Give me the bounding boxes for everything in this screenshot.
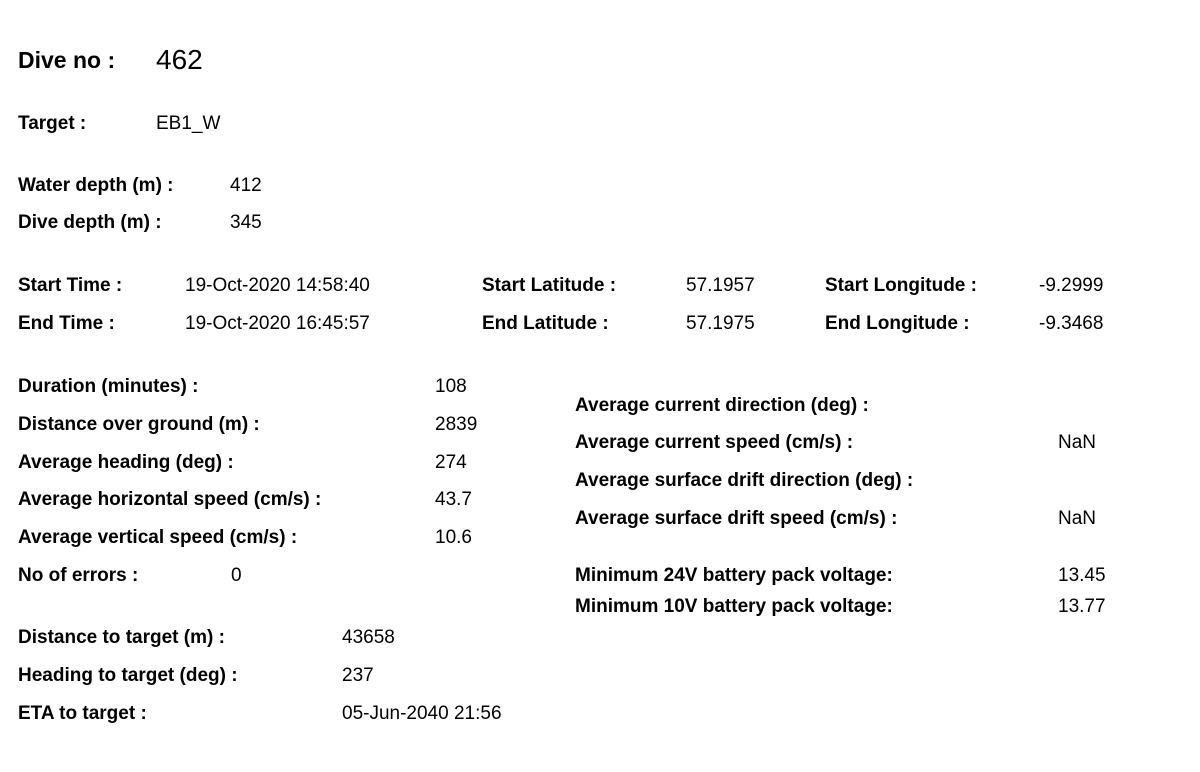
average-heading-label: Average heading (deg) :	[18, 452, 234, 473]
battery-10v-value: 13.77	[1058, 596, 1106, 617]
drift-speed-label: Average surface drift speed (cm/s) :	[575, 508, 898, 529]
errors-value: 0	[231, 565, 242, 586]
errors-label: No of errors :	[18, 565, 139, 586]
eta-to-target-label: ETA to target :	[18, 703, 147, 724]
drift-direction-label: Average surface drift direction (deg) :	[575, 470, 914, 491]
start-latitude-value: 57.1957	[686, 275, 755, 296]
distance-to-target-value: 43658	[342, 627, 395, 648]
start-time-label: Start Time :	[18, 275, 123, 296]
dive-depth-value: 345	[230, 212, 262, 233]
end-time-label: End Time :	[18, 313, 115, 334]
eta-to-target-value: 05-Jun-2040 21:56	[342, 703, 502, 724]
battery-24v-value: 13.45	[1058, 565, 1106, 586]
distance-over-ground-label: Distance over ground (m) :	[18, 414, 260, 435]
current-direction-label: Average current direction (deg) :	[575, 395, 869, 416]
average-horizontal-speed-value: 43.7	[435, 489, 472, 510]
heading-to-target-value: 237	[342, 665, 374, 686]
end-longitude-label: End Longitude :	[825, 313, 970, 334]
average-horizontal-speed-label: Average horizontal speed (cm/s) :	[18, 489, 322, 510]
start-time-value: 19-Oct-2020 14:58:40	[185, 275, 370, 296]
target-label: Target :	[18, 113, 87, 134]
start-longitude-label: Start Longitude :	[825, 275, 977, 296]
duration-value: 108	[435, 376, 467, 397]
average-heading-value: 274	[435, 452, 467, 473]
dive-depth-label: Dive depth (m) :	[18, 212, 162, 233]
water-depth-label: Water depth (m) :	[18, 175, 174, 196]
target-value: EB1_W	[156, 113, 221, 134]
heading-to-target-label: Heading to target (deg) :	[18, 665, 238, 686]
end-time-value: 19-Oct-2020 16:45:57	[185, 313, 370, 334]
distance-to-target-label: Distance to target (m) :	[18, 627, 225, 648]
start-latitude-label: Start Latitude :	[482, 275, 617, 296]
average-vertical-speed-label: Average vertical speed (cm/s) :	[18, 527, 298, 548]
end-latitude-value: 57.1975	[686, 313, 755, 334]
drift-speed-value: NaN	[1058, 508, 1097, 529]
dive-number-label: Dive no :	[18, 47, 116, 73]
end-longitude-value: -9.3468	[1039, 313, 1104, 334]
average-vertical-speed-value: 10.6	[435, 527, 472, 548]
battery-24v-label: Minimum 24V battery pack voltage:	[575, 565, 893, 586]
water-depth-value: 412	[230, 175, 262, 196]
dive-number-value: 462	[156, 44, 203, 75]
distance-over-ground-value: 2839	[435, 414, 478, 435]
current-speed-value: NaN	[1058, 432, 1097, 453]
start-longitude-value: -9.2999	[1039, 275, 1104, 296]
duration-label: Duration (minutes) :	[18, 376, 199, 397]
end-latitude-label: End Latitude :	[482, 313, 609, 334]
current-speed-label: Average current speed (cm/s) :	[575, 432, 854, 453]
battery-10v-label: Minimum 10V battery pack voltage:	[575, 596, 893, 617]
